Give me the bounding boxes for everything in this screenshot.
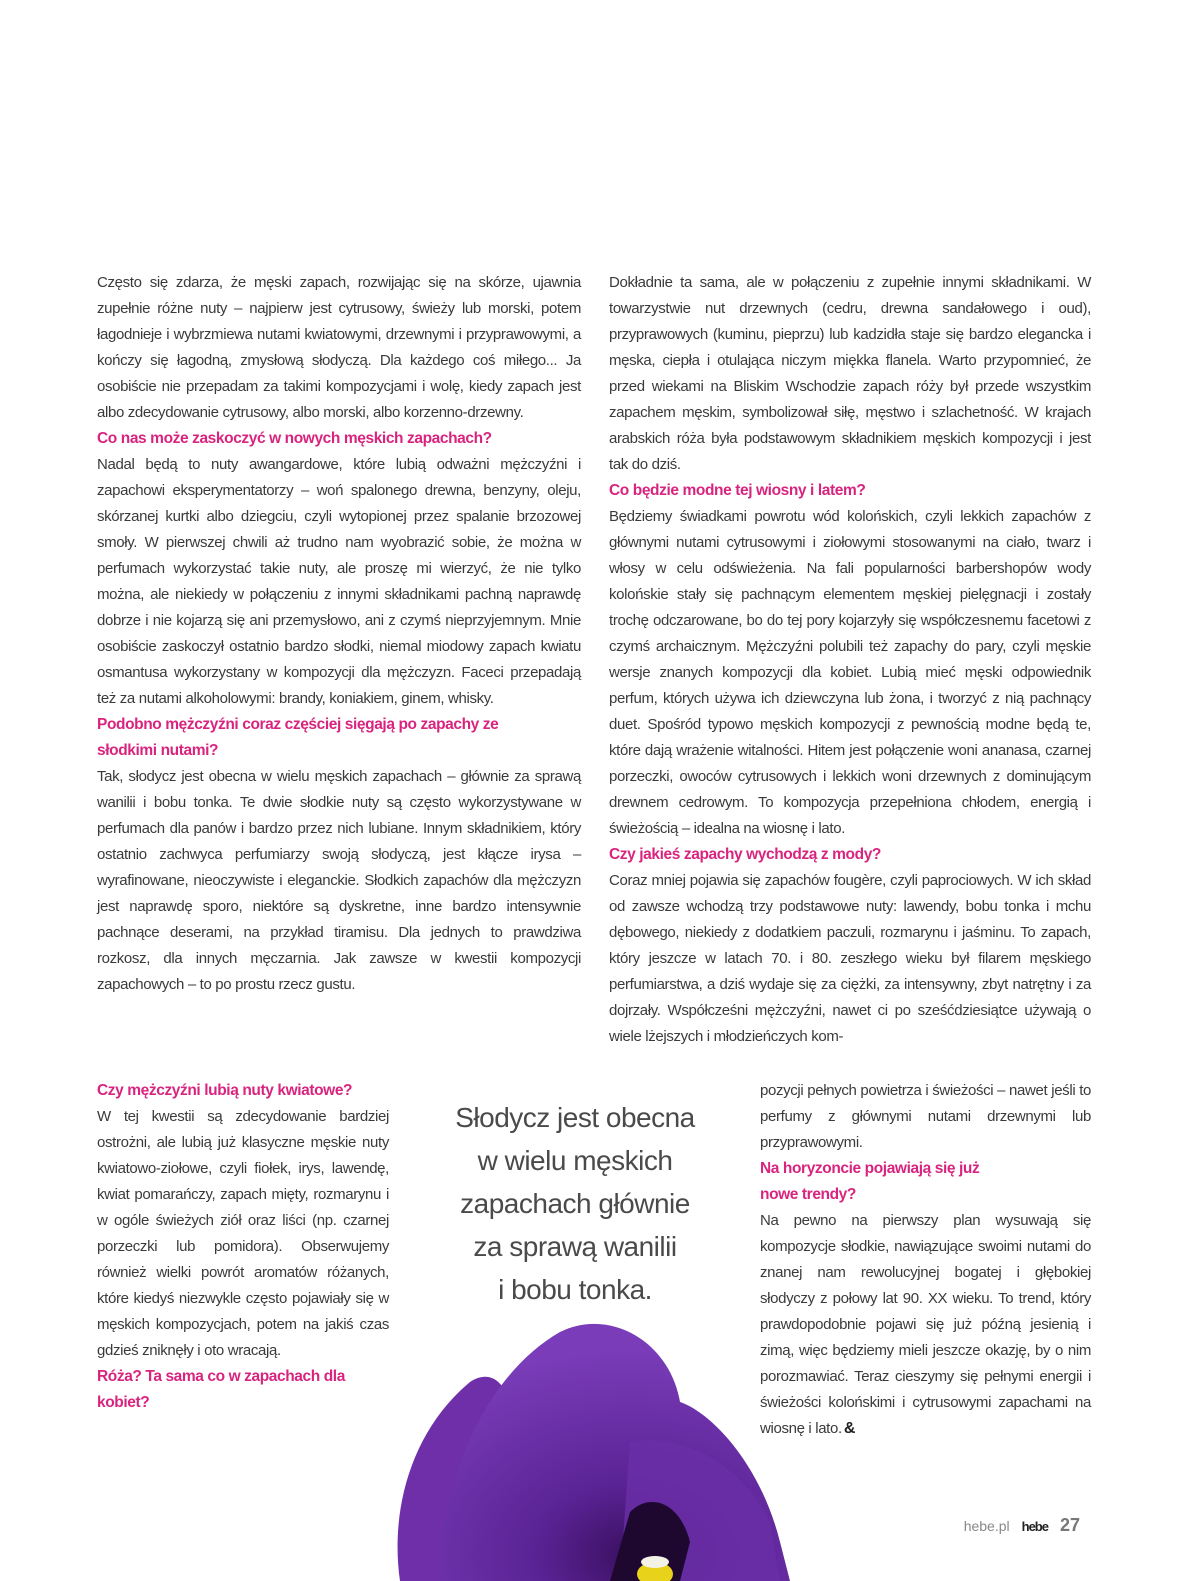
article-column-3 bbox=[760, 1078, 1091, 1442]
paragraph bbox=[760, 1208, 1091, 1442]
article-column-2 bbox=[609, 270, 1091, 1050]
paragraph: Tak, słodycz jest obecna w wielu męskich zapachach – głównie za sprawą wanilii i bobu tonka. Te dwie słodkie nuty są często wykorzystywane w perfumach dla panów i bardzo przez nich lubiane. Innym składnikiem, który ostatnio zachwyca perfumiarzy swoją słodyczą, jest kłącze irysa – wyrafinowane, nieoczywiste i eleganckie. Słodkich zapachów dla mężczyzn jest naprawdę sporo, niektóre są dyskretne, inne bardzo intensywnie pachnące deserami, na przykład tiramisu. Dla jednych to prawdziwa rozkosz, dla innych męczarnia. Jak zawsze w kwestii kompozycji zapachowych – to po prostu rzecz gustu. bbox=[97, 768, 581, 993]
paragraph: Często się zdarza, że męski zapach, rozwijając się na skórze, ujawnia zupełnie różne nuty – najpierw jest cytrusowy, świeży lub morski, potem łagodnieje i wybrzmiewa nutami kwiatowymi, drzewnymi i przyprawowymi, a kończy się łagodną, zmysłową słodyczą. Dla każdego coś miłego... Ja osobiście nie przepadam za takimi kompozycjami i wolę, kiedy zapach jest albo zdecydowanie cytrusowy, albo morski, albo korzenno-drzewny. bbox=[97, 274, 581, 421]
page-number: 27 bbox=[1059, 1515, 1080, 1535]
pull-quote-line: i bobu tonka. bbox=[498, 1274, 652, 1305]
pull-quote bbox=[430, 1096, 720, 1311]
page-footer bbox=[964, 1515, 1080, 1536]
pull-quote-line: Słodycz jest obecna bbox=[455, 1102, 695, 1133]
paragraph: Będziemy świadkami powrotu wód kolońskich, czyli lekkich zapachów z głównymi nutami cytrusowymi i ziołowymi stosowanymi na ciało, twarz i włosy w celu odświeżenia. Na fali popularności barbershopów wody kolońskie stały się pachnącym elementem męskiej pielęgnacji i zostały trochę odczarowane, bo do tej pory kojarzyły się współczesnemu facetowi z czymś archaicznym. Mężczyźni polubili też zapachy do pary, czyli męskie wersje znanych kompozycji dla kobiet. Lubią mieć męski odpowiednik perfum, których używa ich dziewczyna lub żona, i tworzyć z nią pachnący duet. Spośród typowo męskich kompozycji z pewnością modne będą te, które dają wrażenie witalności. Hitem jest połączenie woni ananasa, czarnej porzeczki, owoców cytrusowych i lekkich woni drzewnych z dominującym drewnem cedrowym. To kompozycja przepełniona chłodem, energią i świeżością – idealna na wiosnę i lato. bbox=[609, 508, 1091, 837]
question-heading: Co nas może zaskoczyć w nowych męskich zapachach? bbox=[97, 430, 492, 447]
paragraph: pozycji pełnych powietrza i świeżości – nawet jeśli to perfumy z głównymi nutami drzewnymi lub przyprawowymi. bbox=[760, 1082, 1091, 1151]
article-column-1-lower bbox=[97, 1078, 389, 1416]
paragraph-text: Na pewno na pierwszy plan wysuwają się kompozycje słodkie, nawiązujące swoimi nutami do znanej nam rewolucyjnej bogatej i głębokiej słodyczy z połowy lat 90. XX wieku. To trend, który prawdopodobnie pojawi się już późną jesienią i zimą, więc będziemy mieli jeszcze okazję, by o nim porozmawiać. Teraz cieszymy się pełnymi energii i świeżości kolońskimi i cytrusowymi zapachami na wiosnę i lato. bbox=[760, 1212, 1091, 1437]
paragraph: Nadal będą to nuty awangardowe, które lubią odważni mężczyźni i zapachowi eksperymentatorzy – woń spalonego drewna, benzyny, oleju, skórzanej kurtki albo dziegciu, czyli wytopionej przez spalanie brzozowej smoły. W pierwszej chwili aż trudno nam wyobrazić sobie, że można w perfumach wykorzystać takie nuty, ale proszę mi wierzyć, że nie tylko można, ale niekiedy w połączeniu z innymi składnikami pachną naprawdę dobrze i nie kojarzą się ani przemysłowo, ani z czymś nieprzyjemnym. Mnie osobiście zaskoczył ostatnio bardzo słodki, niemal miodowy zapach kwiatu osmantusa wykorzystany w kompozycji dla mężczyzn. Faceci przepadają też za nutami alkoholowymi: brandy, koniakiem, ginem, whisky. bbox=[97, 456, 581, 707]
paragraph: W tej kwestii są zdecydowanie bardziej ostrożni, ale lubią już klasyczne męskie nuty kwiatowo-ziołowe, czyli fiołek, irys, lawendę, kwiat pomarańczy, zapach mięty, rozmarynu i w ogóle świeżych ziół oraz liści (np. czarnej porzeczki lub pomidora). Obserwujemy również wielki powrót aromatów różanych, które kiedyś niezwykle często pojawiały się w męskich kompozycjach, potem na jakiś czas gdzieś zniknęły i oto wracają. bbox=[97, 1108, 389, 1359]
flower-center-white bbox=[641, 1556, 669, 1568]
question-heading: Róża? Ta sama co w zapachach dla kobiet? bbox=[97, 1368, 345, 1411]
paragraph: Coraz mniej pojawia się zapachów fougère, czyli paprociowych. W ich skład od zawsze wchodzą trzy podstawowe nuty: lawendy, bobu tonka i mchu dębowego, niekiedy z dodatkiem paczuli, rozmarynu i jaśminu. To zapach, który jeszcze w latach 70. i 80. zeszłego wieku był filarem męskiego perfumiarstwa, a dziś wydaje się za ciężki, za intensywny, zbyt natrętny i za dojrzały. Współcześni mężczyźni, nawet ci po sześćdziesiątce używają o wiele lżejszych i młodzieńczych kom- bbox=[609, 872, 1091, 1045]
question-heading: Czy mężczyźni lubią nuty kwiatowe? bbox=[97, 1082, 353, 1099]
pull-quote-line: w wielu męskich bbox=[477, 1145, 673, 1176]
footer-brand-logo: hebe bbox=[1021, 1519, 1048, 1534]
paragraph: Dokładnie ta sama, ale w połączeniu z zupełnie innymi składnikami. W towarzystwie nut drzewnych (cedru, drewna sandałowego i oud), przyprawowych (kuminu, pieprzu) lub kadzidła staje się bardzo elegancka i męska, ciepła i otulająca niczym miękka flanela. Warto przypomnieć, że przed wiekami na Bliskim Wschodzie zapach róży był przede wszystkim zapachem męskim, symbolizował siłę, męstwo i szlachetność. W krajach arabskich róża była podstawowym składnikiem męskich kompozycji i jest tak do dziś. bbox=[609, 274, 1091, 473]
pansy-flower-image bbox=[380, 1312, 800, 1581]
pull-quote-line: za sprawą wanilii bbox=[473, 1231, 677, 1262]
question-heading: Co będzie modne tej wiosny i latem? bbox=[609, 482, 866, 499]
question-heading: Na horyzoncie pojawiają się już nowe trendy? bbox=[760, 1160, 980, 1203]
end-of-article-mark: & bbox=[843, 1420, 856, 1437]
pull-quote-line: zapachach głównie bbox=[460, 1188, 690, 1219]
question-heading: Czy jakieś zapachy wychodzą z mody? bbox=[609, 846, 881, 863]
question-heading: Podobno mężczyźni coraz częściej sięgają po zapachy ze słodkimi nutami? bbox=[97, 716, 499, 759]
article-column-1 bbox=[97, 270, 581, 998]
footer-site: hebe.pl bbox=[963, 1518, 1010, 1534]
